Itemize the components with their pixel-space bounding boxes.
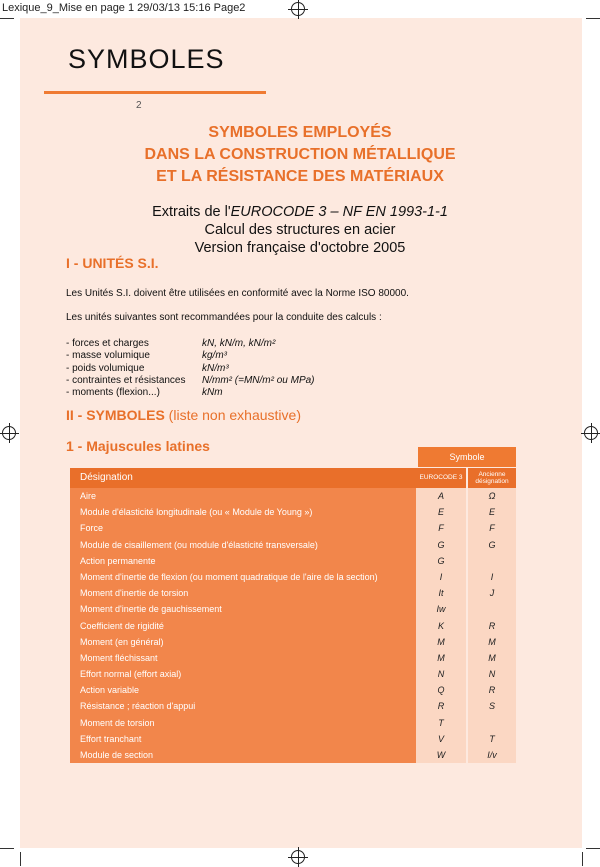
- row-designation: Moment de torsion: [70, 715, 416, 731]
- registration-mark-icon: [291, 2, 305, 16]
- table-row: [70, 731, 516, 747]
- unit-value: N/mm² (=MN/m² ou MPa): [202, 374, 315, 386]
- row-ancienne-symbol: F: [468, 520, 516, 536]
- table-row: [70, 537, 516, 553]
- row-eurocode-symbol: Q: [416, 682, 466, 698]
- row-ancienne-symbol: [468, 715, 516, 731]
- table-row: [70, 682, 516, 698]
- table-row: [70, 585, 516, 601]
- symbols-heading: [66, 407, 301, 423]
- table-body: [70, 488, 516, 763]
- crop-mark: [586, 848, 600, 849]
- table-row: [70, 666, 516, 682]
- unit-label: - poids volumique: [66, 362, 145, 374]
- symbols-heading-note: (liste non exhaustive): [164, 407, 301, 423]
- row-ancienne-symbol: N: [468, 666, 516, 682]
- main-title-line: SYMBOLES EMPLOYÉS: [208, 124, 392, 141]
- unit-value: kg/m³: [202, 350, 227, 362]
- table-row: [70, 520, 516, 536]
- row-designation: Module de section: [70, 747, 416, 763]
- row-designation: Résistance ; réaction d'appui: [70, 698, 416, 714]
- row-ancienne-symbol: M: [468, 650, 516, 666]
- row-ancienne-symbol: S: [468, 698, 516, 714]
- subtitle-eurocode-ref: EUROCODE 3 – NF EN 1993-1-1: [230, 204, 448, 220]
- row-designation: Moment (en général): [70, 634, 416, 650]
- row-eurocode-symbol: It: [416, 585, 466, 601]
- symbols-table: [70, 468, 516, 763]
- row-designation: Force: [70, 520, 416, 536]
- symbol-column-group-header: Symbole: [418, 447, 516, 467]
- main-title: [60, 122, 540, 188]
- row-designation: Moment d'inertie de flexion (ou moment quadratique de l'aire de la section): [70, 569, 416, 585]
- row-eurocode-symbol: M: [416, 634, 466, 650]
- table-row: [70, 698, 516, 714]
- unit-label: - contraintes et résistances: [66, 374, 186, 386]
- row-eurocode-symbol: R: [416, 698, 466, 714]
- title-underline: [44, 91, 266, 94]
- row-ancienne-symbol: I/v: [468, 747, 516, 763]
- table-row: [70, 553, 516, 569]
- header-ancienne: Ancienne désignation: [468, 468, 516, 488]
- table-row: [70, 504, 516, 520]
- row-designation: Module d'élasticité longitudinale (ou « Module de Young »): [70, 504, 416, 520]
- row-designation: Moment d'inertie de gauchissement: [70, 601, 416, 617]
- unit-label: - forces et charges: [66, 338, 149, 349]
- row-ancienne-symbol: R: [468, 618, 516, 634]
- crop-mark: [586, 18, 600, 19]
- units-heading: I - UNITÉS S.I.: [66, 255, 159, 271]
- row-eurocode-symbol: G: [416, 553, 466, 569]
- row-ancienne-symbol: T: [468, 731, 516, 747]
- header-eurocode: EUROCODE 3: [416, 468, 466, 488]
- crop-mark: [20, 852, 21, 866]
- row-eurocode-symbol: V: [416, 731, 466, 747]
- row-eurocode-symbol: T: [416, 715, 466, 731]
- registration-mark-icon: [291, 850, 305, 864]
- table-row: [70, 747, 516, 763]
- row-ancienne-symbol: [468, 601, 516, 617]
- row-ancienne-symbol: [468, 553, 516, 569]
- print-header: Lexique_9_Mise en page 1 29/03/13 15:16 Page2: [2, 2, 246, 14]
- subtitle: [60, 203, 540, 257]
- registration-mark-icon: [584, 426, 598, 440]
- row-ancienne-symbol: E: [468, 504, 516, 520]
- row-ancienne-symbol: Ω: [468, 488, 516, 504]
- row-designation: Moment fléchissant: [70, 650, 416, 666]
- header-designation: Désignation: [70, 468, 416, 488]
- row-eurocode-symbol: W: [416, 747, 466, 763]
- table-row: [70, 650, 516, 666]
- table-header-row: [70, 468, 516, 488]
- row-eurocode-symbol: Iw: [416, 601, 466, 617]
- unit-value: kN/m³: [202, 362, 229, 374]
- row-eurocode-symbol: F: [416, 520, 466, 536]
- subtitle-line-3: Version française d'octobre 2005: [194, 240, 406, 256]
- registration-mark-icon: [2, 426, 16, 440]
- section-title: SYMBOLES: [68, 44, 225, 74]
- table-row: [70, 715, 516, 731]
- page-number: 2: [136, 100, 142, 111]
- row-ancienne-symbol: J: [468, 585, 516, 601]
- row-ancienne-symbol: R: [468, 682, 516, 698]
- row-designation: Module de cisaillement (ou module d'élasticité transversale): [70, 537, 416, 553]
- unit-value: kN, kN/m, kN/m²: [202, 338, 276, 349]
- row-eurocode-symbol: N: [416, 666, 466, 682]
- crop-mark: [0, 848, 14, 849]
- row-designation: Action variable: [70, 682, 416, 698]
- row-ancienne-symbol: I: [468, 569, 516, 585]
- latin-capitals-heading: 1 - Majuscules latines: [66, 438, 210, 454]
- row-eurocode-symbol: I: [416, 569, 466, 585]
- row-eurocode-symbol: E: [416, 504, 466, 520]
- table-row: [70, 569, 516, 585]
- subtitle-line-1: [60, 203, 540, 221]
- row-designation: Effort tranchant: [70, 731, 416, 747]
- symbols-heading-bold: II - SYMBOLES: [66, 407, 165, 423]
- row-designation: Action permanente: [70, 553, 416, 569]
- row-ancienne-symbol: M: [468, 634, 516, 650]
- unit-label: - masse volumique: [66, 350, 150, 362]
- subtitle-prefix: Extraits de l': [152, 204, 231, 220]
- unit-label: - moments (flexion...): [66, 387, 160, 399]
- table-row: [70, 618, 516, 634]
- table-row: [70, 634, 516, 650]
- table-row: [70, 601, 516, 617]
- units-paragraph-2: Les unités suivantes sont recommandées pour la conduite des calculs :: [66, 312, 382, 323]
- crop-mark: [0, 18, 14, 19]
- crop-mark: [582, 852, 583, 866]
- main-title-line: DANS LA CONSTRUCTION MÉTALLIQUE: [144, 146, 456, 163]
- row-eurocode-symbol: K: [416, 618, 466, 634]
- main-title-line: ET LA RÉSISTANCE DES MATÉRIAUX: [156, 168, 444, 185]
- row-eurocode-symbol: M: [416, 650, 466, 666]
- table-row: [70, 488, 516, 504]
- row-designation: Aire: [70, 488, 416, 504]
- subtitle-line-2: Calcul des structures en acier: [204, 222, 396, 238]
- units-paragraph-1: Les Unités S.I. doivent être utilisées en conformité avec la Norme ISO 80000.: [66, 288, 409, 299]
- row-designation: Effort normal (effort axial): [70, 666, 416, 682]
- row-designation: Moment d'inertie de torsion: [70, 585, 416, 601]
- row-eurocode-symbol: A: [416, 488, 466, 504]
- row-eurocode-symbol: G: [416, 537, 466, 553]
- unit-value: kNm: [202, 387, 223, 399]
- row-ancienne-symbol: G: [468, 537, 516, 553]
- row-designation: Coefficient de rigidité: [70, 618, 416, 634]
